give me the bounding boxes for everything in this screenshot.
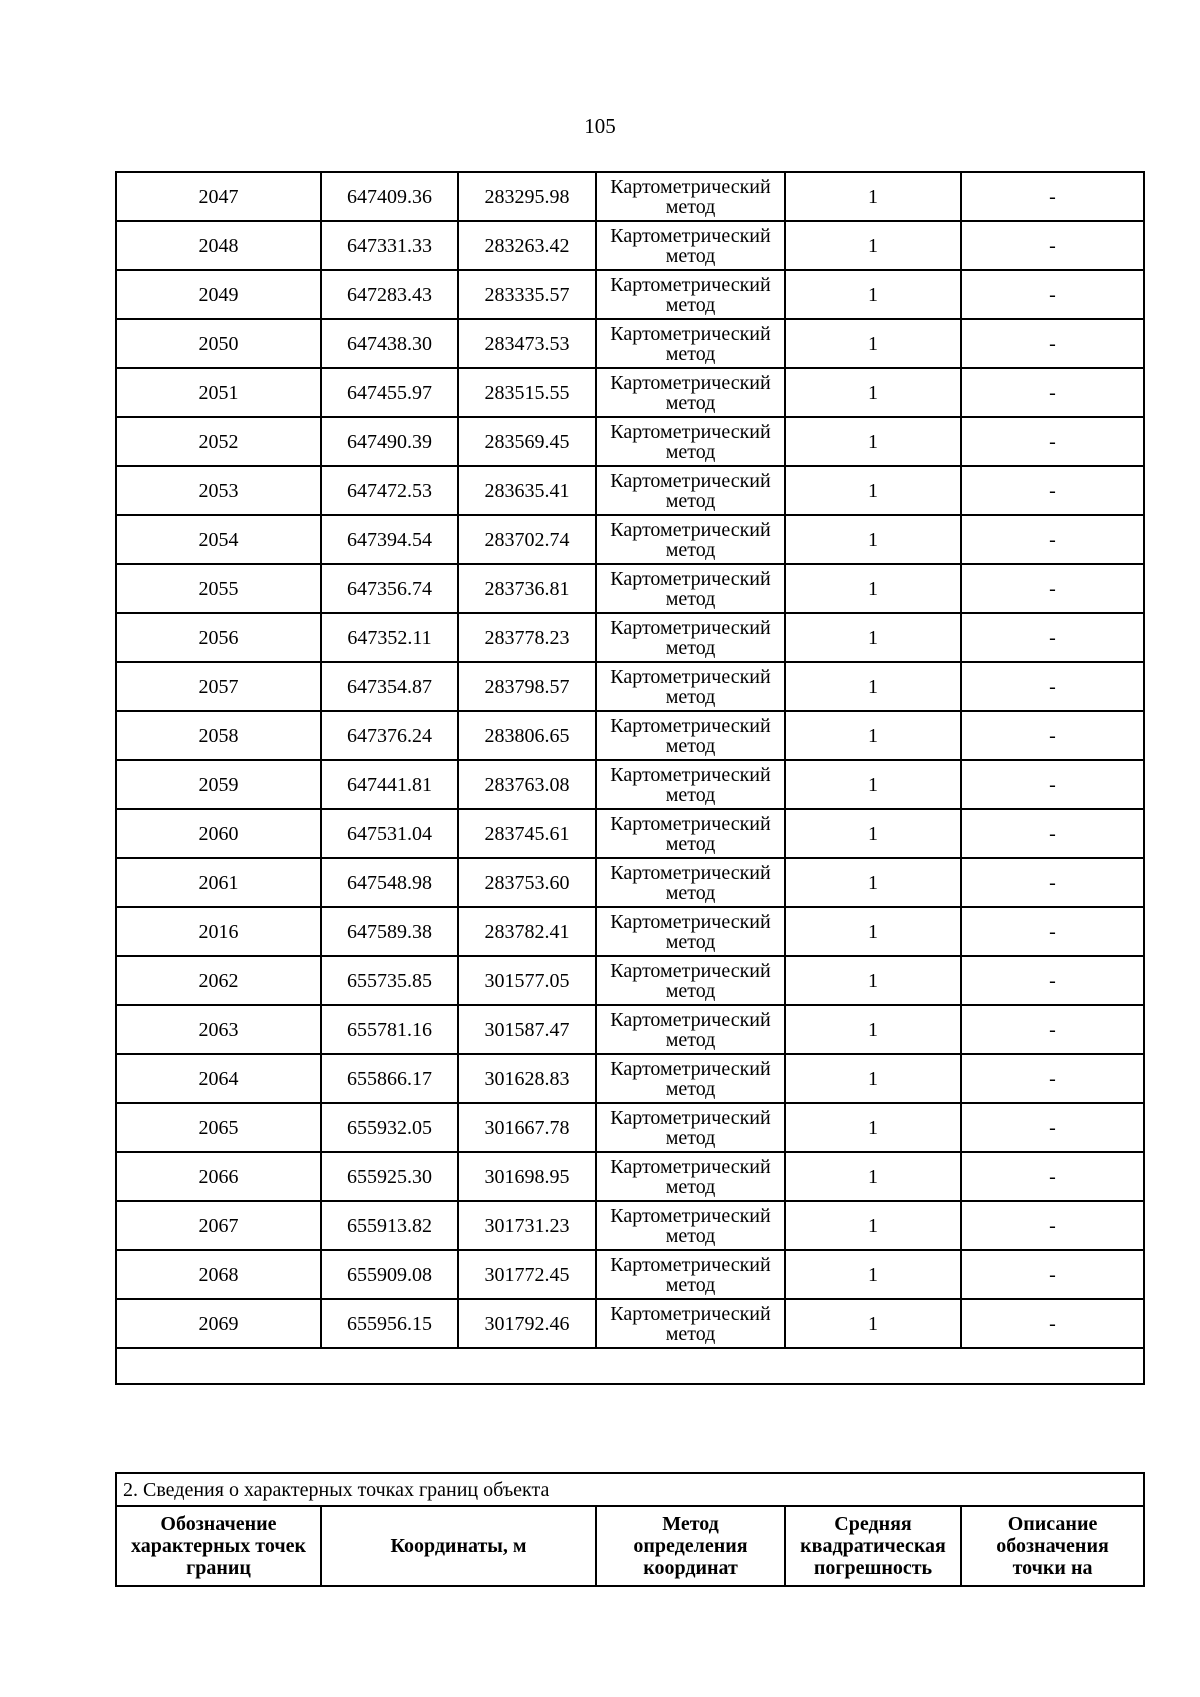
header-line: Средняя xyxy=(834,1513,912,1535)
header-line: характерных точек xyxy=(130,1535,307,1557)
table-row xyxy=(116,711,1144,760)
table-row xyxy=(116,172,1144,221)
header-mean-square-error xyxy=(785,1506,961,1586)
empty-cell xyxy=(116,1348,1144,1384)
cell-description: - xyxy=(961,1054,1144,1103)
cell-description: - xyxy=(961,1005,1144,1054)
cell-description: - xyxy=(961,662,1144,711)
method-line: метод xyxy=(665,244,716,267)
cell-point-number: 2067 xyxy=(116,1201,321,1250)
method-line: Картометрический xyxy=(610,469,771,492)
cell-description: - xyxy=(961,319,1144,368)
cell-point-number: 2048 xyxy=(116,221,321,270)
cell-y-coordinate: 301698.95 xyxy=(458,1152,596,1201)
cell-method xyxy=(596,466,785,515)
cell-y-coordinate: 283569.45 xyxy=(458,417,596,466)
cell-point-number: 2047 xyxy=(116,172,321,221)
cell-mean-square-error: 1 xyxy=(785,858,961,907)
cell-mean-square-error: 1 xyxy=(785,270,961,319)
cell-mean-square-error: 1 xyxy=(785,809,961,858)
cell-x-coordinate: 647354.87 xyxy=(321,662,458,711)
cell-point-number: 2064 xyxy=(116,1054,321,1103)
cell-mean-square-error: 1 xyxy=(785,613,961,662)
method-line: Картометрический xyxy=(610,567,771,590)
cell-x-coordinate: 647589.38 xyxy=(321,907,458,956)
cell-method xyxy=(596,368,785,417)
method-line: метод xyxy=(665,195,716,218)
cell-y-coordinate: 301667.78 xyxy=(458,1103,596,1152)
cell-x-coordinate: 655781.16 xyxy=(321,1005,458,1054)
cell-point-number: 2060 xyxy=(116,809,321,858)
cell-description: - xyxy=(961,1250,1144,1299)
cell-point-number: 2057 xyxy=(116,662,321,711)
cell-y-coordinate: 283745.61 xyxy=(458,809,596,858)
table-row xyxy=(116,858,1144,907)
cell-method xyxy=(596,515,785,564)
method-line: Картометрический xyxy=(610,1008,771,1031)
header-line: квадратическая xyxy=(800,1535,946,1557)
cell-y-coordinate: 301577.05 xyxy=(458,956,596,1005)
cell-point-number: 2054 xyxy=(116,515,321,564)
cell-x-coordinate: 647472.53 xyxy=(321,466,458,515)
cell-y-coordinate: 283263.42 xyxy=(458,221,596,270)
header-coordinates: Координаты, м xyxy=(321,1506,596,1586)
method-line: Картометрический xyxy=(610,1302,771,1325)
header-line: координат xyxy=(643,1557,738,1579)
cell-y-coordinate: 283753.60 xyxy=(458,858,596,907)
cell-method xyxy=(596,564,785,613)
table-row xyxy=(116,221,1144,270)
cell-method xyxy=(596,1103,785,1152)
cell-method xyxy=(596,1005,785,1054)
cell-y-coordinate: 283778.23 xyxy=(458,613,596,662)
cell-x-coordinate: 647376.24 xyxy=(321,711,458,760)
method-line: Картометрический xyxy=(610,518,771,541)
method-line: метод xyxy=(665,734,716,757)
cell-x-coordinate: 647409.36 xyxy=(321,172,458,221)
method-line: Картометрический xyxy=(610,1155,771,1178)
section-2-table xyxy=(115,1472,1145,1587)
cell-point-number: 2053 xyxy=(116,466,321,515)
cell-description: - xyxy=(961,907,1144,956)
cell-mean-square-error: 1 xyxy=(785,907,961,956)
header-line: погрешность xyxy=(813,1557,933,1579)
method-line: Картометрический xyxy=(610,959,771,982)
method-line: метод xyxy=(665,1028,716,1051)
cell-method xyxy=(596,221,785,270)
cell-point-number: 2068 xyxy=(116,1250,321,1299)
coordinates-table-body xyxy=(116,172,1144,1384)
cell-x-coordinate: 647283.43 xyxy=(321,270,458,319)
cell-y-coordinate: 283798.57 xyxy=(458,662,596,711)
cell-method xyxy=(596,319,785,368)
section-title-row xyxy=(116,1473,1144,1506)
cell-y-coordinate: 283515.55 xyxy=(458,368,596,417)
cell-y-coordinate: 283763.08 xyxy=(458,760,596,809)
cell-point-number: 2061 xyxy=(116,858,321,907)
cell-method xyxy=(596,417,785,466)
cell-mean-square-error: 1 xyxy=(785,1299,961,1348)
cell-description: - xyxy=(961,270,1144,319)
cell-description: - xyxy=(961,711,1144,760)
cell-mean-square-error: 1 xyxy=(785,466,961,515)
cell-x-coordinate: 655956.15 xyxy=(321,1299,458,1348)
header-line: точки на xyxy=(1012,1557,1093,1579)
cell-x-coordinate: 647441.81 xyxy=(321,760,458,809)
method-line: Картометрический xyxy=(610,420,771,443)
method-line: Картометрический xyxy=(610,1057,771,1080)
cell-x-coordinate: 647356.74 xyxy=(321,564,458,613)
cell-point-number: 2063 xyxy=(116,1005,321,1054)
method-line: метод xyxy=(665,1273,716,1296)
method-line: метод xyxy=(665,1126,716,1149)
cell-method xyxy=(596,1299,785,1348)
cell-mean-square-error: 1 xyxy=(785,319,961,368)
method-line: Картометрический xyxy=(610,861,771,884)
cell-point-number: 2065 xyxy=(116,1103,321,1152)
cell-y-coordinate: 283473.53 xyxy=(458,319,596,368)
cell-x-coordinate: 655913.82 xyxy=(321,1201,458,1250)
empty-row xyxy=(116,1348,1144,1384)
cell-mean-square-error: 1 xyxy=(785,760,961,809)
cell-y-coordinate: 301792.46 xyxy=(458,1299,596,1348)
cell-x-coordinate: 647490.39 xyxy=(321,417,458,466)
cell-description: - xyxy=(961,221,1144,270)
table-row xyxy=(116,564,1144,613)
coordinates-table xyxy=(115,171,1145,1385)
cell-method xyxy=(596,662,785,711)
method-line: метод xyxy=(665,342,716,365)
method-line: Картометрический xyxy=(610,1204,771,1227)
header-line: определения xyxy=(633,1535,748,1557)
cell-point-number: 2049 xyxy=(116,270,321,319)
method-line: метод xyxy=(665,881,716,904)
cell-point-number: 2056 xyxy=(116,613,321,662)
cell-mean-square-error: 1 xyxy=(785,515,961,564)
table-row xyxy=(116,368,1144,417)
cell-point-number: 2052 xyxy=(116,417,321,466)
cell-mean-square-error: 1 xyxy=(785,1201,961,1250)
method-line: метод xyxy=(665,1175,716,1198)
cell-point-number: 2062 xyxy=(116,956,321,1005)
cell-description: - xyxy=(961,515,1144,564)
method-line: метод xyxy=(665,685,716,708)
cell-method xyxy=(596,1201,785,1250)
cell-mean-square-error: 1 xyxy=(785,368,961,417)
cell-y-coordinate: 283335.57 xyxy=(458,270,596,319)
table-row xyxy=(116,1103,1144,1152)
cell-description: - xyxy=(961,956,1144,1005)
cell-y-coordinate: 301628.83 xyxy=(458,1054,596,1103)
method-line: метод xyxy=(665,1322,716,1345)
method-line: метод xyxy=(665,489,716,512)
table-row xyxy=(116,319,1144,368)
cell-description: - xyxy=(961,1152,1144,1201)
table-row xyxy=(116,466,1144,515)
method-line: метод xyxy=(665,636,716,659)
cell-x-coordinate: 655866.17 xyxy=(321,1054,458,1103)
table-row xyxy=(116,1299,1144,1348)
cell-y-coordinate: 283295.98 xyxy=(458,172,596,221)
cell-x-coordinate: 647438.30 xyxy=(321,319,458,368)
method-line: Картометрический xyxy=(610,224,771,247)
cell-x-coordinate: 647331.33 xyxy=(321,221,458,270)
cell-mean-square-error: 1 xyxy=(785,172,961,221)
cell-point-number: 2059 xyxy=(116,760,321,809)
cell-point-number: 2051 xyxy=(116,368,321,417)
cell-mean-square-error: 1 xyxy=(785,1250,961,1299)
table-row xyxy=(116,907,1144,956)
method-line: Картометрический xyxy=(610,714,771,737)
method-line: метод xyxy=(665,783,716,806)
cell-description: - xyxy=(961,368,1144,417)
method-line: Картометрический xyxy=(610,812,771,835)
cell-point-number: 2055 xyxy=(116,564,321,613)
method-line: Картометрический xyxy=(610,910,771,933)
cell-x-coordinate: 647455.97 xyxy=(321,368,458,417)
page-number: 105 xyxy=(584,114,616,138)
cell-mean-square-error: 1 xyxy=(785,662,961,711)
table-row xyxy=(116,760,1144,809)
cell-description: - xyxy=(961,172,1144,221)
cell-y-coordinate: 301772.45 xyxy=(458,1250,596,1299)
cell-method xyxy=(596,1152,785,1201)
method-line: Картометрический xyxy=(610,1253,771,1276)
header-line: Описание xyxy=(1007,1513,1098,1535)
method-line: Картометрический xyxy=(610,616,771,639)
cell-mean-square-error: 1 xyxy=(785,221,961,270)
cell-mean-square-error: 1 xyxy=(785,956,961,1005)
cell-method xyxy=(596,956,785,1005)
cell-mean-square-error: 1 xyxy=(785,1152,961,1201)
method-line: Картометрический xyxy=(610,175,771,198)
header-line: Метод xyxy=(662,1513,719,1535)
cell-method xyxy=(596,711,785,760)
cell-method xyxy=(596,858,785,907)
method-line: метод xyxy=(665,587,716,610)
header-line: Обозначение xyxy=(160,1513,277,1535)
cell-point-number: 2050 xyxy=(116,319,321,368)
header-point-description xyxy=(961,1506,1144,1586)
header-line: обозначения xyxy=(996,1535,1109,1557)
method-line: метод xyxy=(665,293,716,316)
cell-mean-square-error: 1 xyxy=(785,711,961,760)
cell-description: - xyxy=(961,466,1144,515)
cell-y-coordinate: 301731.23 xyxy=(458,1201,596,1250)
method-line: Картометрический xyxy=(610,763,771,786)
method-line: метод xyxy=(665,391,716,414)
cell-x-coordinate: 655735.85 xyxy=(321,956,458,1005)
cell-x-coordinate: 655932.05 xyxy=(321,1103,458,1152)
cell-point-number: 2058 xyxy=(116,711,321,760)
header-line: границ xyxy=(186,1557,251,1579)
cell-method xyxy=(596,1054,785,1103)
cell-y-coordinate: 283782.41 xyxy=(458,907,596,956)
cell-method xyxy=(596,172,785,221)
cell-method xyxy=(596,809,785,858)
cell-method xyxy=(596,1250,785,1299)
method-line: Картометрический xyxy=(610,371,771,394)
table-row xyxy=(116,809,1144,858)
section-header-row xyxy=(116,1506,1144,1586)
cell-x-coordinate: 655909.08 xyxy=(321,1250,458,1299)
cell-y-coordinate: 283702.74 xyxy=(458,515,596,564)
method-line: метод xyxy=(665,1077,716,1100)
cell-method xyxy=(596,270,785,319)
table-row xyxy=(116,417,1144,466)
cell-mean-square-error: 1 xyxy=(785,417,961,466)
section-title: 2. Сведения о характерных точках границ объекта xyxy=(116,1473,1144,1506)
table-row xyxy=(116,270,1144,319)
cell-description: - xyxy=(961,613,1144,662)
cell-mean-square-error: 1 xyxy=(785,1103,961,1152)
table-row xyxy=(116,1201,1144,1250)
table-row xyxy=(116,662,1144,711)
cell-mean-square-error: 1 xyxy=(785,1054,961,1103)
header-point-designation xyxy=(116,1506,321,1586)
cell-y-coordinate: 283635.41 xyxy=(458,466,596,515)
cell-description: - xyxy=(961,1103,1144,1152)
cell-description: - xyxy=(961,858,1144,907)
table-row xyxy=(116,515,1144,564)
method-line: метод xyxy=(665,1224,716,1247)
method-line: метод xyxy=(665,979,716,1002)
cell-method xyxy=(596,613,785,662)
header-method xyxy=(596,1506,785,1586)
cell-description: - xyxy=(961,809,1144,858)
table-row xyxy=(116,956,1144,1005)
cell-point-number: 2016 xyxy=(116,907,321,956)
table-row xyxy=(116,1054,1144,1103)
method-line: Картометрический xyxy=(610,322,771,345)
cell-description: - xyxy=(961,417,1144,466)
cell-x-coordinate: 647352.11 xyxy=(321,613,458,662)
cell-mean-square-error: 1 xyxy=(785,1005,961,1054)
method-line: Картометрический xyxy=(610,665,771,688)
method-line: Картометрический xyxy=(610,273,771,296)
cell-point-number: 2066 xyxy=(116,1152,321,1201)
method-line: метод xyxy=(665,930,716,953)
cell-x-coordinate: 655925.30 xyxy=(321,1152,458,1201)
method-line: метод xyxy=(665,538,716,561)
cell-x-coordinate: 647531.04 xyxy=(321,809,458,858)
cell-description: - xyxy=(961,760,1144,809)
cell-y-coordinate: 283736.81 xyxy=(458,564,596,613)
cell-method xyxy=(596,760,785,809)
cell-mean-square-error: 1 xyxy=(785,564,961,613)
method-line: метод xyxy=(665,440,716,463)
table-row xyxy=(116,1250,1144,1299)
method-line: метод xyxy=(665,832,716,855)
table-row xyxy=(116,1005,1144,1054)
cell-description: - xyxy=(961,564,1144,613)
cell-description: - xyxy=(961,1201,1144,1250)
cell-x-coordinate: 647548.98 xyxy=(321,858,458,907)
table-row xyxy=(116,1152,1144,1201)
cell-point-number: 2069 xyxy=(116,1299,321,1348)
cell-description: - xyxy=(961,1299,1144,1348)
cell-x-coordinate: 647394.54 xyxy=(321,515,458,564)
table-row xyxy=(116,613,1144,662)
cell-y-coordinate: 283806.65 xyxy=(458,711,596,760)
cell-y-coordinate: 301587.47 xyxy=(458,1005,596,1054)
cell-method xyxy=(596,907,785,956)
method-line: Картометрический xyxy=(610,1106,771,1129)
